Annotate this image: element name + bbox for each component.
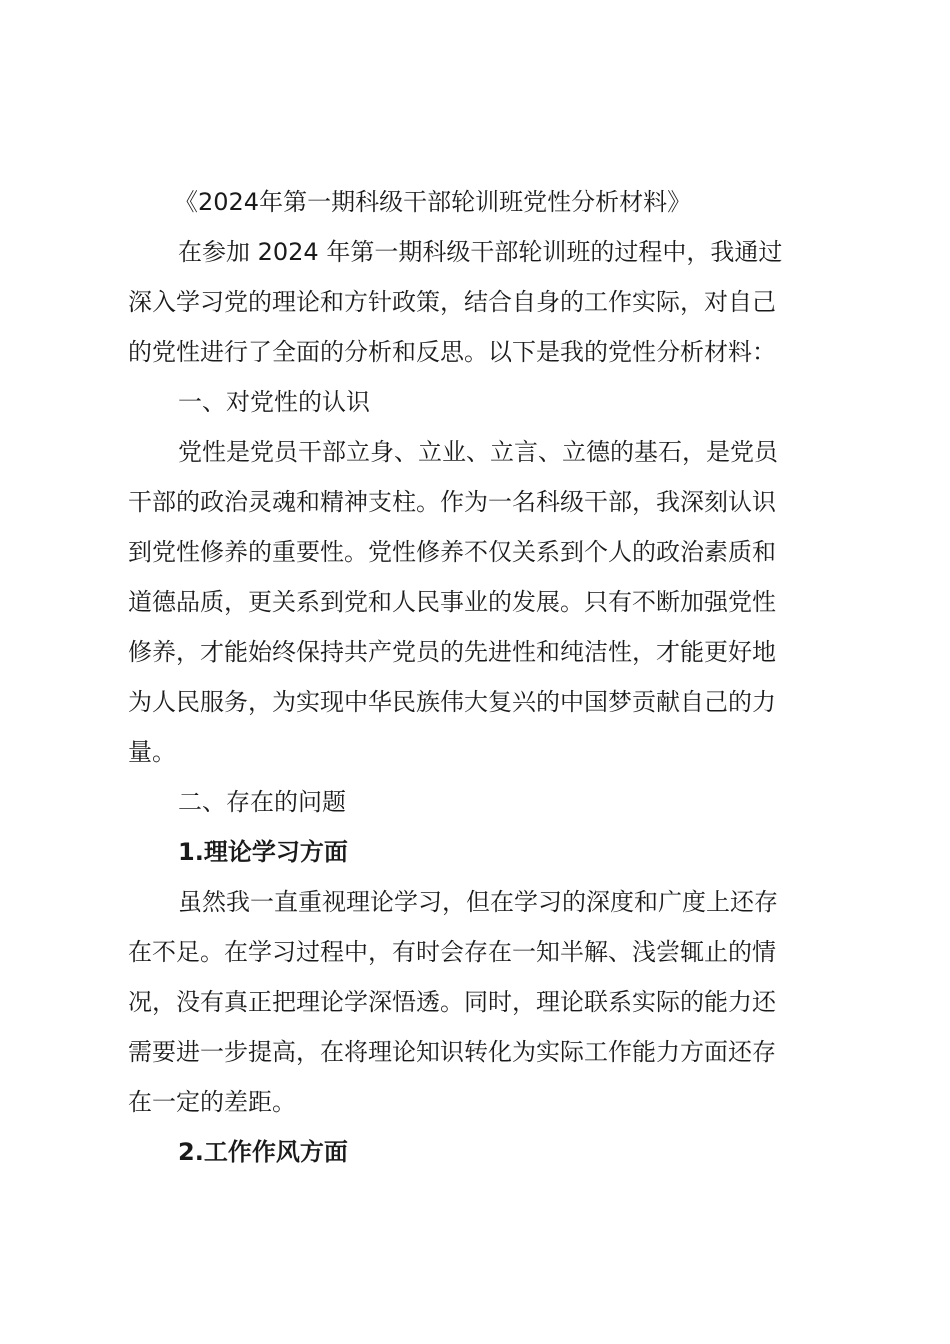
paragraph-line: 为人民服务，为实现中华民族伟大复兴的中国梦贡献自己的力 bbox=[128, 688, 776, 716]
paragraph-line: 在不足。在学习过程中，有时会存在一知半解、浅尝辄止的情 bbox=[128, 938, 776, 966]
paragraph-line: 的党性进行了全面的分析和反思。以下是我的党性分析材料： bbox=[128, 338, 776, 366]
paragraph-line: 需要进一步提高，在将理论知识转化为实际工作能力方面还存 bbox=[128, 1038, 776, 1066]
paragraph-line: 在一定的差距。 bbox=[128, 1088, 296, 1116]
intro-paragraph bbox=[128, 227, 836, 377]
paragraph-line: 到党性修养的重要性。党性修养不仅关系到个人的政治素质和 bbox=[128, 538, 776, 566]
paragraph-line: 党性是党员干部立身、立业、立言、立德的基石，是党员 bbox=[178, 438, 778, 466]
section-1-paragraph bbox=[128, 427, 836, 777]
paragraph-line: 道德品质，更关系到党和人民事业的发展。只有不断加强党性 bbox=[128, 588, 776, 616]
subsection-heading-1: 1.理论学习方面 bbox=[178, 838, 348, 866]
paragraph-line: 量。 bbox=[128, 738, 176, 766]
section-heading-2: 二、存在的问题 bbox=[178, 788, 346, 816]
paragraph-line: 修养，才能始终保持共产党员的先进性和纯洁性，才能更好地 bbox=[128, 638, 776, 666]
document-title: 《2024年第一期科级干部轮训班党性分析材料》 bbox=[174, 188, 692, 216]
paragraph-line: 况，没有真正把理论学深悟透。同时，理论联系实际的能力还 bbox=[128, 988, 776, 1016]
document-body bbox=[128, 177, 836, 1177]
paragraph-line: 干部的政治灵魂和精神支柱。作为一名科级干部，我深刻认识 bbox=[128, 488, 776, 516]
subsection-1-paragraph bbox=[128, 877, 836, 1127]
section-heading-1: 一、对党性的认识 bbox=[178, 388, 370, 416]
paragraph-line: 在参加 2024 年第一期科级干部轮训班的过程中，我通过 bbox=[178, 238, 783, 266]
subsection-heading-2: 2.工作作风方面 bbox=[178, 1138, 348, 1166]
paragraph-line: 深入学习党的理论和方针政策，结合自身的工作实际，对自己 bbox=[128, 288, 776, 316]
paragraph-line: 虽然我一直重视理论学习，但在学习的深度和广度上还存 bbox=[178, 888, 778, 916]
